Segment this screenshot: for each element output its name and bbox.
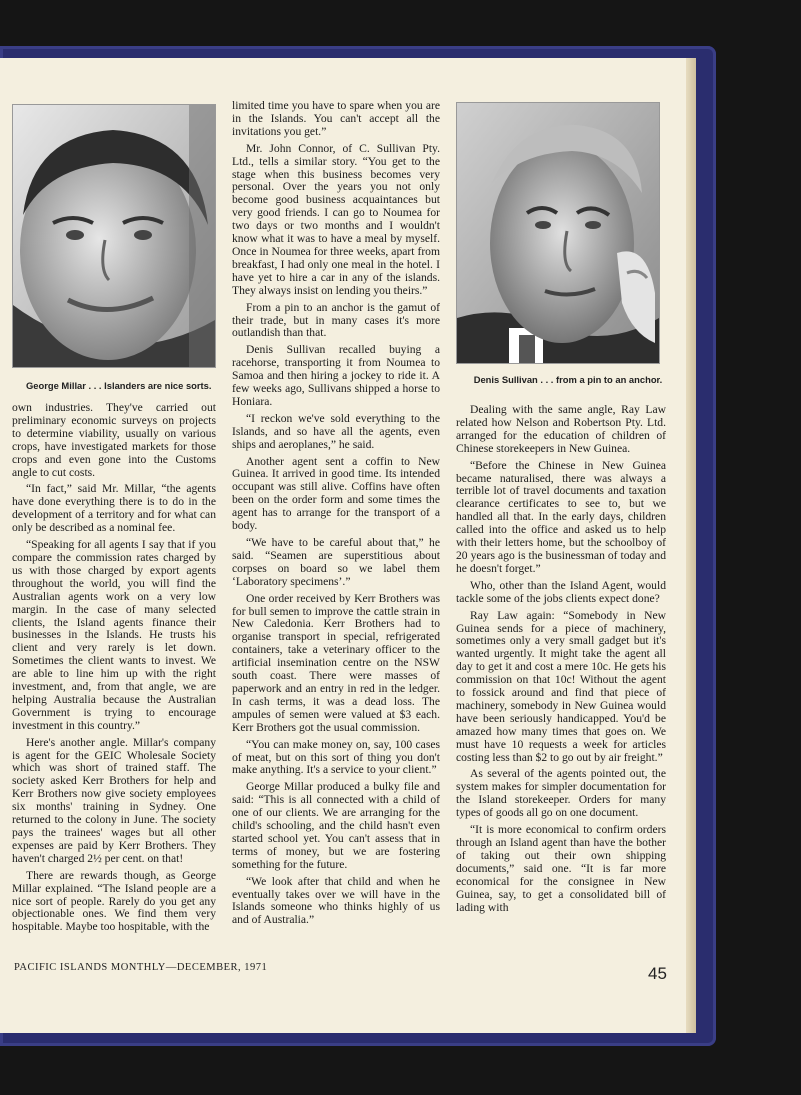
- page-edge: [686, 58, 696, 1033]
- page-number: 45: [648, 964, 667, 983]
- paragraph: “It is more economical to confirm orders through an Island agent than have the bother of taking out their own shipping documents,” said one. “It is far more economical for the consignee in New Guinea, say, to get a consolidated bill of lading with: [456, 823, 666, 914]
- column-1: [12, 58, 216, 938]
- paragraph: Who, other than the Island Agent, would tackle some of the jobs clients expect done?: [456, 578, 666, 605]
- photo-george-millar: [12, 104, 216, 368]
- paragraph: Another agent sent a coffin to New Guinea. It arrived in good time. Its intended occupant was still alive. Coffins have often been on the order form and some times the agent has to arrange for the transport of a body.: [232, 454, 440, 533]
- column-2: [232, 100, 440, 931]
- paragraph: own industries. They've carried out preliminary economic surveys on projects to determine viability, usually on various crops, have investigated markets for those crops and even gone into the Customs angle to cut costs.: [12, 401, 216, 479]
- column-3: [456, 58, 666, 918]
- photo-caption-george-millar: George Millar . . . Islanders are nice sorts.: [26, 380, 212, 391]
- paragraph: Ray Law again: “Somebody in New Guinea sends for a piece of machinery, sometimes only a very small gadget but it's wanted urgently. It might take the agent all day to get it and cost a mere 10c. He gets his commission on that 10c! Without the agent to fossick around and find that piece of machinery, somebody in New Guinea would have been seriously handicapped. You'd be amazed how many times that goes on. We must have 10 requests a week for articles costing less than $2 to go out by air freight.”: [456, 608, 666, 764]
- portrait-denis-sullivan-icon: [457, 103, 659, 363]
- paragraph: “We have to be careful about that,” he said. “Seamen are superstitious about corpses on board so we label them ‘Laboratory specimens’.”: [232, 536, 440, 588]
- paragraph: Here's another angle. Millar's company is agent for the GEIC Wholesale Society which was short of trained staff. The society asked Kerr Brothers for help and Kerr Brothers now give society employees six months' training in Sydney. One returned to the colony in June. The society pays the trainees' wages but all other expenses are paid by Kerr Brothers. They haven't charged 2½ per cent. on that!: [12, 735, 216, 865]
- paragraph: As several of the agents pointed out, the system makes for simpler documentation for the Island storekeeper. Orders for many types of goods all go on one document.: [456, 767, 666, 820]
- magazine-page: [0, 58, 696, 1033]
- paragraph: George Millar produced a bulky file and said: “This is all connected with a child of one of our clients. We are arranging for the child's schooling, and the child hasn't even started school yet. You can't assess that in terms of money, but we are fostering something for the future.: [232, 780, 440, 871]
- paragraph: Denis Sullivan recalled buying a racehorse, transporting it from Noumea to Samoa and then hiring a jockey to ride it. A few weeks ago, Sullivans shipped a horse to Honiara.: [232, 343, 440, 408]
- paragraph: One order received by Kerr Brothers was for bull semen to improve the cattle strain in New Caledonia. Kerr Brothers had to organise transport in special, refrigerated containers, take a veterinary officer to the artificial insemination centre on the NSW south coast. There were masses of paperwork and an entry in red in the ledger. In cash terms, it was a dead loss. The ampules of semen were valued at $3 each. Kerr Brothers got the usual commission.: [232, 591, 440, 734]
- paragraph: From a pin to an anchor is the gamut of their trade, but in many cases it's more outlandish than that.: [232, 300, 440, 340]
- paragraph: “Before the Chinese in New Guinea became naturalised, there was always a terrible lot of travel documents and taxation clearance certificates to see to, but we handled all that. In the early days, children called into the office and asked us to help with their letters home, but the schoolboy of 20 years ago is the businessman of today and he doesn't forget.”: [456, 458, 666, 575]
- publication-footer: PACIFIC ISLANDS MONTHLY—DECEMBER, 1971: [14, 962, 268, 973]
- paragraph: “You can make money on, say, 100 cases of meat, but on this sort of thing you don't make anything. It's a service to your client.”: [232, 737, 440, 777]
- paragraph: “I reckon we've sold everything to the Islands, and so have all the agents, even ships and aeroplanes,” he said.: [232, 411, 440, 451]
- paragraph: Dealing with the same angle, Ray Law related how Nelson and Robertson Pty. Ltd. arranged for the education of children of Chinese storekeepers in New Guinea.: [456, 403, 666, 455]
- paragraph: limited time you have to spare when you are in the Islands. You can't accept all the invitations you get.”: [232, 99, 440, 138]
- portrait-george-millar-icon: [13, 105, 215, 367]
- photo-caption-denis-sullivan: Denis Sullivan . . . from a pin to an anchor.: [473, 374, 663, 385]
- paragraph: “In fact,” said Mr. Millar, “the agents have done everything there is to do in the development of a territory and for what can only be described as a nominal fee.: [12, 482, 216, 535]
- paragraph: Mr. John Connor, of C. Sullivan Pty. Ltd., tells a similar story. “You get to the stage when this business becomes very personal. Over the years you not only become good business acquaintances but very good friends. I can go to Noumea for two days or two months and I wouldn't know what it was to have a meal by myself. Once in Noumea for three weeks, apart from breakfast, I had only one meal in the hotel. I have yet to hire a car in any of the islands. They always insist on lending you theirs.”: [232, 141, 440, 297]
- paragraph: “Speaking for all agents I say that if you compare the commission rates charged by us with those charged by export agents throughout the world, you will find the Australian agents work on a very low margin. In the case of many selected clients, the Island agents finance their businesses in the Islands. He trusts his client and very rarely is let down. Sometimes the client wants to invest. We are able to line him up with the right investment, and, from that angle, we are helping Australia because the Australian Government is trying to encourage investment in this country.”: [12, 538, 216, 732]
- photo-denis-sullivan: [456, 102, 660, 364]
- paragraph: “We look after that child and when he eventually takes over we will have in the Islands someone who thinks highly of us and of Australia.”: [232, 874, 440, 927]
- paragraph: There are rewards though, as George Millar explained. “The Island people are a nice sort of people. Rarely do you get any objectionable ones. We find them very hospitable. Maybe too hospitable, with the: [12, 868, 216, 934]
